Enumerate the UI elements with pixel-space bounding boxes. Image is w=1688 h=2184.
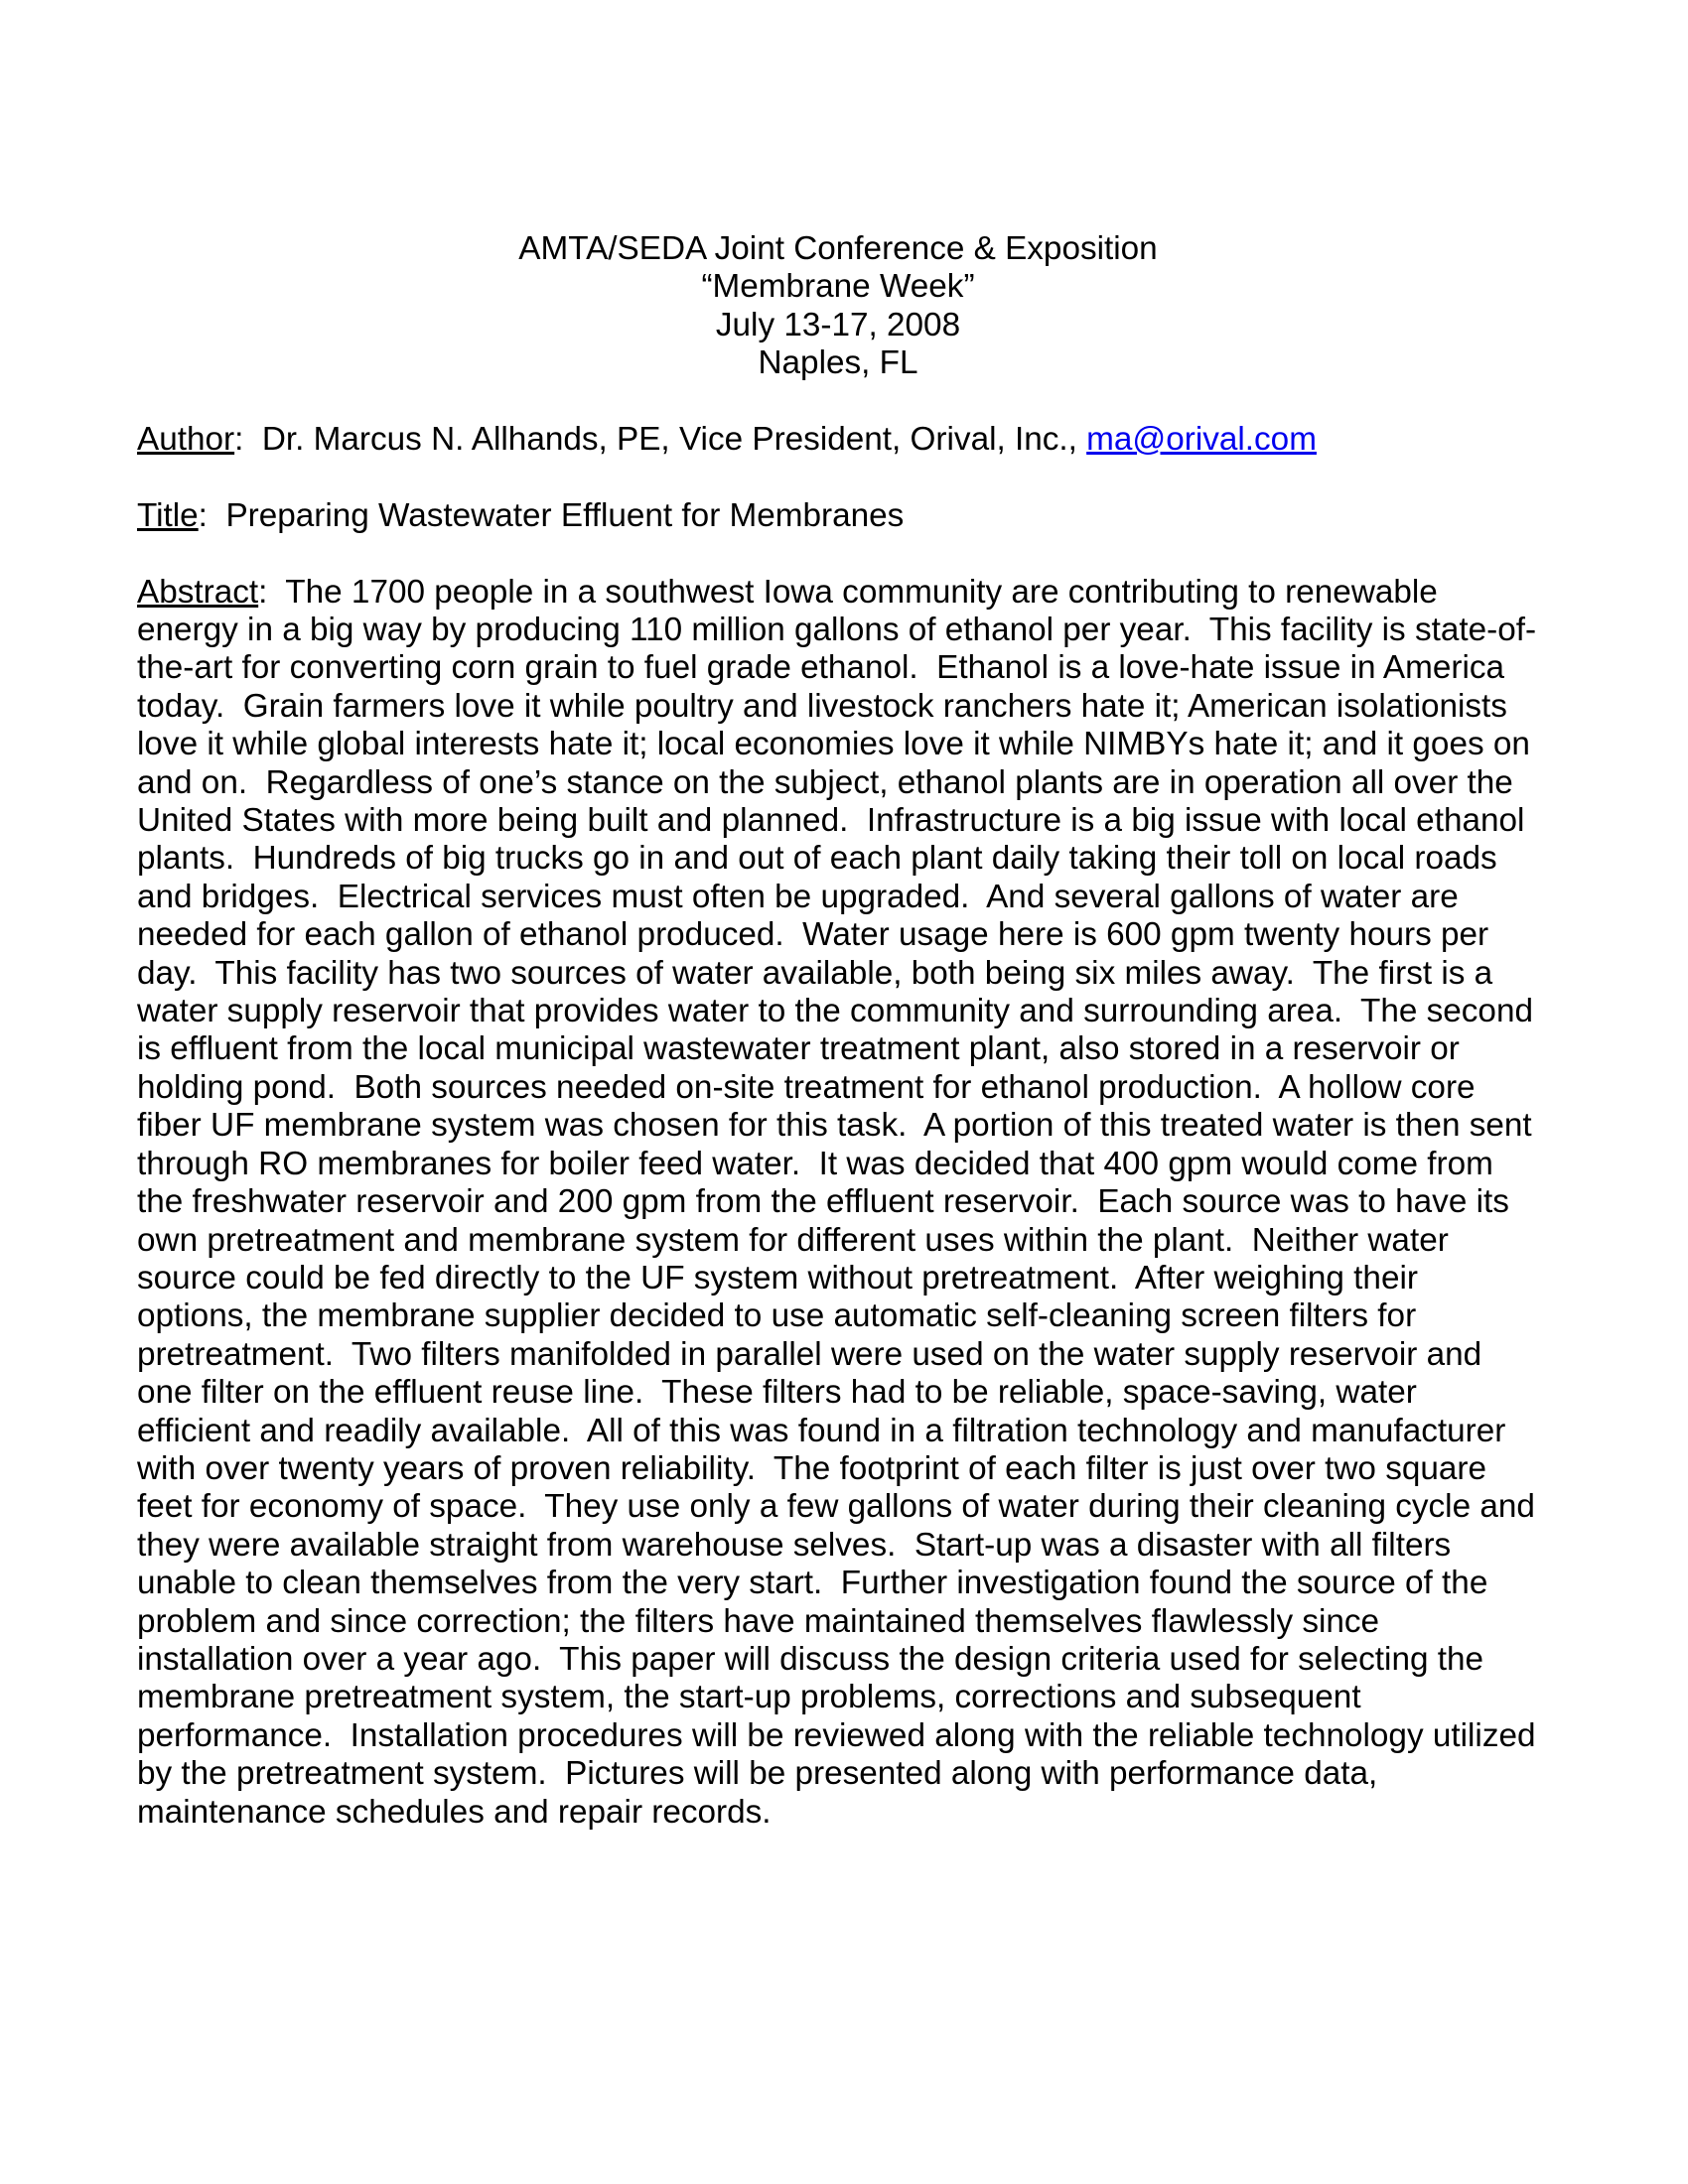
abstract-text: The 1700 people in a southwest Iowa community are contributing to renewable energy in a big way by producing 110 million gallons of ethanol per year. This facility is state-of-the-art for converting corn grain to fuel grade ethanol. Ethanol is a love-hate issue in America today. Grain farmers love it while poultry and livestock ranchers hate it; American isolationists love it while global interests hate it; local economies love it while NIMBYs hate it; and it goes on and on. Regardless of one’s stance on the subject, ethanol plants are in operation all over the United States with more being built and planned. Infrastructure is a big issue with local ethanol plants. Hundreds of big trucks go in and out of each plant daily taking their toll on local roads and bridges. Electrical services must often be upgraded. And several gallons of water are needed for each gallon of ethanol produced. Water usage here is 600 gpm twenty hours per day. This facility has two sources of water available, both being six miles away. The first is a water supply reservoir that provides water to the community and surrounding area. The second is effluent from the local municipal wastewater treatment plant, also stored in a reservoir or holding pond. Both sources needed on-site treatment for ethanol production. A hollow core fiber UF membrane system was chosen for this task. A portion of this treated water is then sent through RO membranes for boiler feed water. It was decided that 400 gpm would come from the freshwater reservoir and 200 gpm from the effluent reservoir. Each source was to have its own pretreatment and membrane system for different uses within the plant. Neither water source could be fed directly to the UF system without pretreatment. After weighing their options, the membrane supplier decided to use automatic self-cleaning screen filters for pretreatment. Two filters manifolded in parallel were used on the water supply reservoir and one filter on the effluent reuse line. These filters had to be reliable, space-saving, water efficient and readily available. All of this was found in a filtration technology and manufacturer with over twenty years of proven reliability. The footprint of each filter is just over two square feet for economy of space. They use only a few gallons of water during their cleaning cycle and they were available straight from warehouse selves. Start-up was a disaster with all filters unable to clean themselves from the very start. Further investigation found the source of the problem and since correction; the filters have maintained themselves flawlessly since installation over a year ago. This paper will discuss the design criteria used for selecting the membrane pretreatment system, the start-up problems, corrections and subsequent performance. Installation procedures will be reviewed along with the reliable technology utilized by the pretreatment system. Pictures will be presented along with performance data, maintenance schedules and repair records. [137,573,1545,1831]
author-line [137,421,1539,459]
conference-header [137,230,1539,383]
paper-title: Preparing Wastewater Effluent for Membranes [225,496,905,534]
title-separator: : [198,496,226,534]
abstract-paragraph [137,573,1545,1832]
abstract-label: Abstract [137,573,259,611]
conference-name: AMTA/SEDA Joint Conference & Exposition [518,230,1158,267]
author-label: Author [137,421,235,459]
author-separator: : [234,421,262,459]
author-text: Dr. Marcus N. Allhands, PE, Vice President, Orival, Inc., [261,421,1087,459]
abstract-separator: : [258,573,286,611]
conference-dates: July 13-17, 2008 [715,306,961,343]
author-email-link[interactable]: ma@orival.com [1086,421,1317,459]
title-label: Title [137,496,199,534]
conference-location: Naples, FL [758,344,918,382]
title-line [137,497,1539,535]
conference-theme: “Membrane Week” [701,268,975,306]
